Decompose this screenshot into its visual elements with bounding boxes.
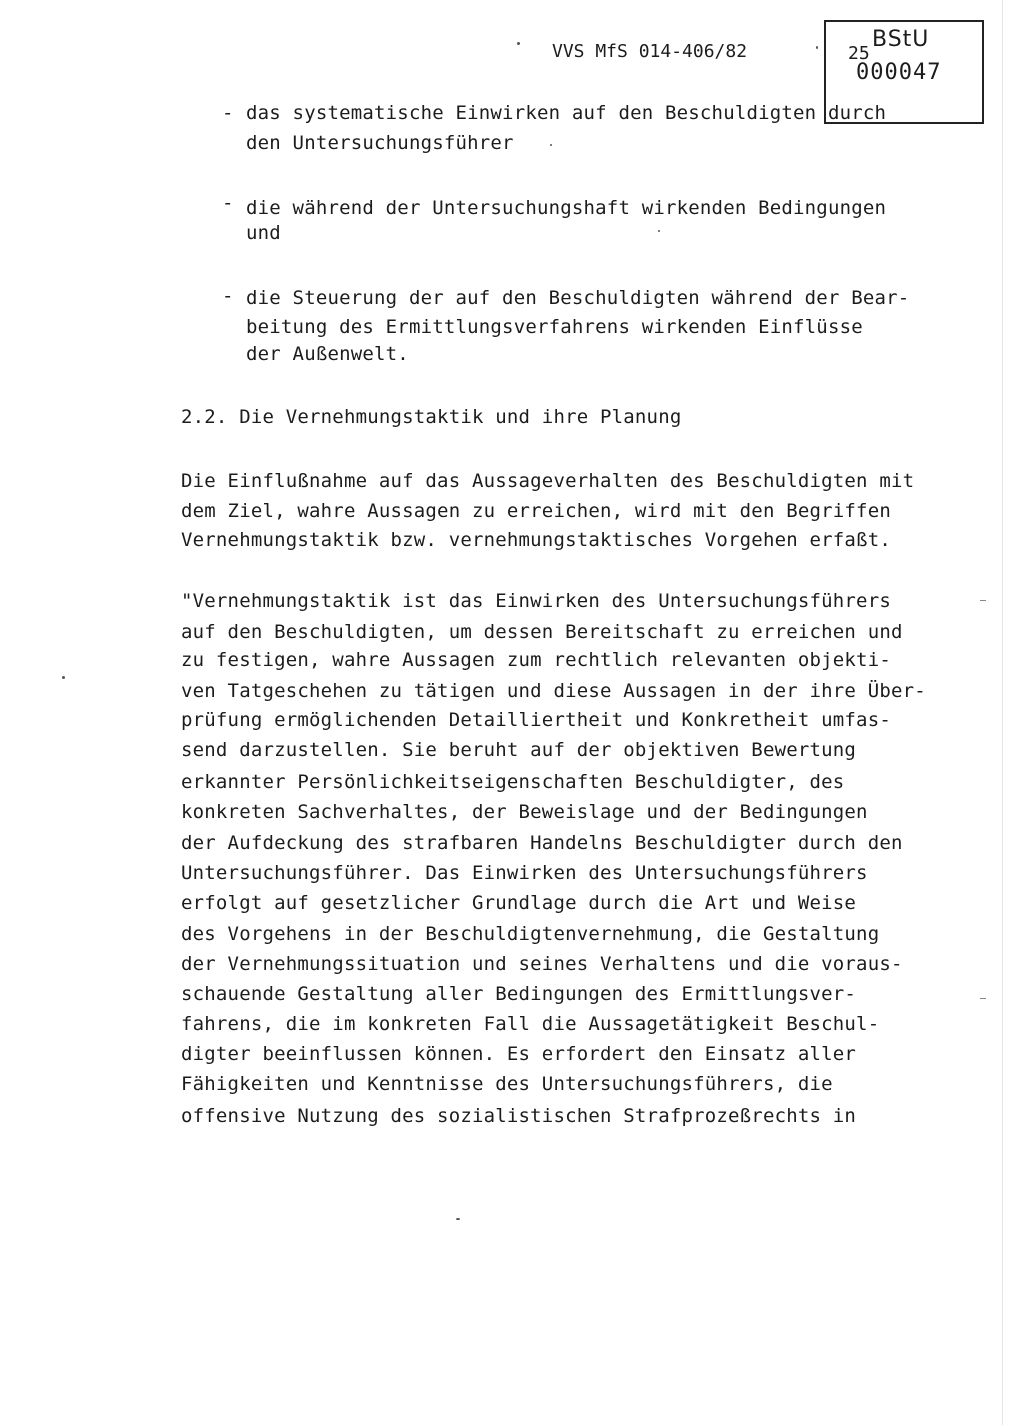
paragraph-2-line: zu festigen, wahre Aussagen zum rechtlich relevanten objekti- xyxy=(181,649,891,671)
paragraph-2-line: erkannter Persönlichkeitseigenschaften Beschuldigter, des xyxy=(181,771,845,793)
paragraph-2-line: Fähigkeiten und Kenntnisse des Untersuchungsführers, die xyxy=(181,1073,833,1095)
paragraph-2-line: des Vorgehens in der Beschuldigtenvernehmung, die Gestaltung xyxy=(181,923,880,945)
bullet-2-line-1: die während der Untersuchungshaft wirkenden Bedingungen xyxy=(246,197,887,219)
archive-stamp-number: 000047 xyxy=(856,60,942,85)
paragraph-2-line: der Aufdeckung des strafbaren Handelns Beschuldigter durch den xyxy=(181,832,903,854)
bullet-dash: - xyxy=(222,192,234,214)
paragraph-2-line: der Vernehmungssituation und seines Verhaltens und die voraus- xyxy=(181,953,903,975)
bullet-1-line-1: das systematische Einwirken auf den Beschuldigten durch xyxy=(246,102,887,124)
paragraph-2-line: Untersuchungsführer. Das Einwirken des Untersuchungsführers xyxy=(181,862,868,884)
paragraph-2-line: prüfung ermöglichenden Detailliertheit und Konkretheit umfas- xyxy=(181,709,891,731)
bullet-3-line-3: der Außenwelt. xyxy=(246,343,409,365)
scan-mark xyxy=(980,998,986,999)
scan-speck xyxy=(550,144,552,146)
bullet-3-line-2: beitung des Ermittlungsverfahrens wirkenden Einflüsse xyxy=(246,316,863,338)
paragraph-2-line: ven Tatgeschehen zu tätigen und diese Aussagen in der ihre Über- xyxy=(181,680,926,702)
paragraph-2-line: auf den Beschuldigten, um dessen Bereitschaft zu erreichen und xyxy=(181,621,903,643)
paragraph-2-line: erfolgt auf gesetzlicher Grundlage durch die Art und Weise xyxy=(181,892,857,914)
scan-speck xyxy=(456,1218,460,1220)
paragraph-2-line: send darzustellen. Sie beruht auf der objektiven Bewertung xyxy=(181,739,857,761)
paragraph-2-line: schauende Gestaltung aller Bedingungen des Ermittlungsver- xyxy=(181,983,857,1005)
scan-speck xyxy=(517,42,520,45)
bullet-dash: - xyxy=(222,285,234,307)
paragraph-1-line: dem Ziel, wahre Aussagen zu erreichen, wird mit den Begriffen xyxy=(181,500,891,522)
scan-speck xyxy=(816,46,818,49)
bullet-2-line-2: und xyxy=(246,222,281,244)
archive-stamp-label: BStU xyxy=(872,27,930,52)
paragraph-1-line: Die Einflußnahme auf das Aussageverhalten des Beschuldigten mit xyxy=(181,470,915,492)
paragraph-2-line: konkreten Sachverhaltes, der Beweislage und der Bedingungen xyxy=(181,801,868,823)
scan-speck xyxy=(62,676,65,679)
paragraph-2-line: offensive Nutzung des sozialistischen Strafprozeßrechts in xyxy=(181,1105,857,1127)
bullet-3-line-1: die Steuerung der auf den Beschuldigten während der Bear- xyxy=(246,287,910,309)
scan-speck xyxy=(658,230,660,232)
bullet-dash: - xyxy=(222,102,234,124)
scan-mark xyxy=(980,600,986,601)
page-number: 25 xyxy=(848,43,870,64)
scan-edge xyxy=(1002,0,1003,1425)
paragraph-2-line: digter beeinflussen können. Es erfordert den Einsatz aller xyxy=(181,1043,857,1065)
section-heading: 2.2. Die Vernehmungstaktik und ihre Planung xyxy=(181,406,682,428)
paragraph-2-line: "Vernehmungstaktik ist das Einwirken des Untersuchungsführers xyxy=(181,590,891,612)
document-reference: VVS MfS 014-406/82 xyxy=(552,41,748,62)
paragraph-1-line: Vernehmungstaktik bzw. vernehmungstaktisches Vorgehen erfaßt. xyxy=(181,529,891,551)
paragraph-2-line: fahrens, die im konkreten Fall die Aussagetätigkeit Beschul- xyxy=(181,1013,880,1035)
bullet-1-line-2: den Untersuchungsführer xyxy=(246,132,514,154)
